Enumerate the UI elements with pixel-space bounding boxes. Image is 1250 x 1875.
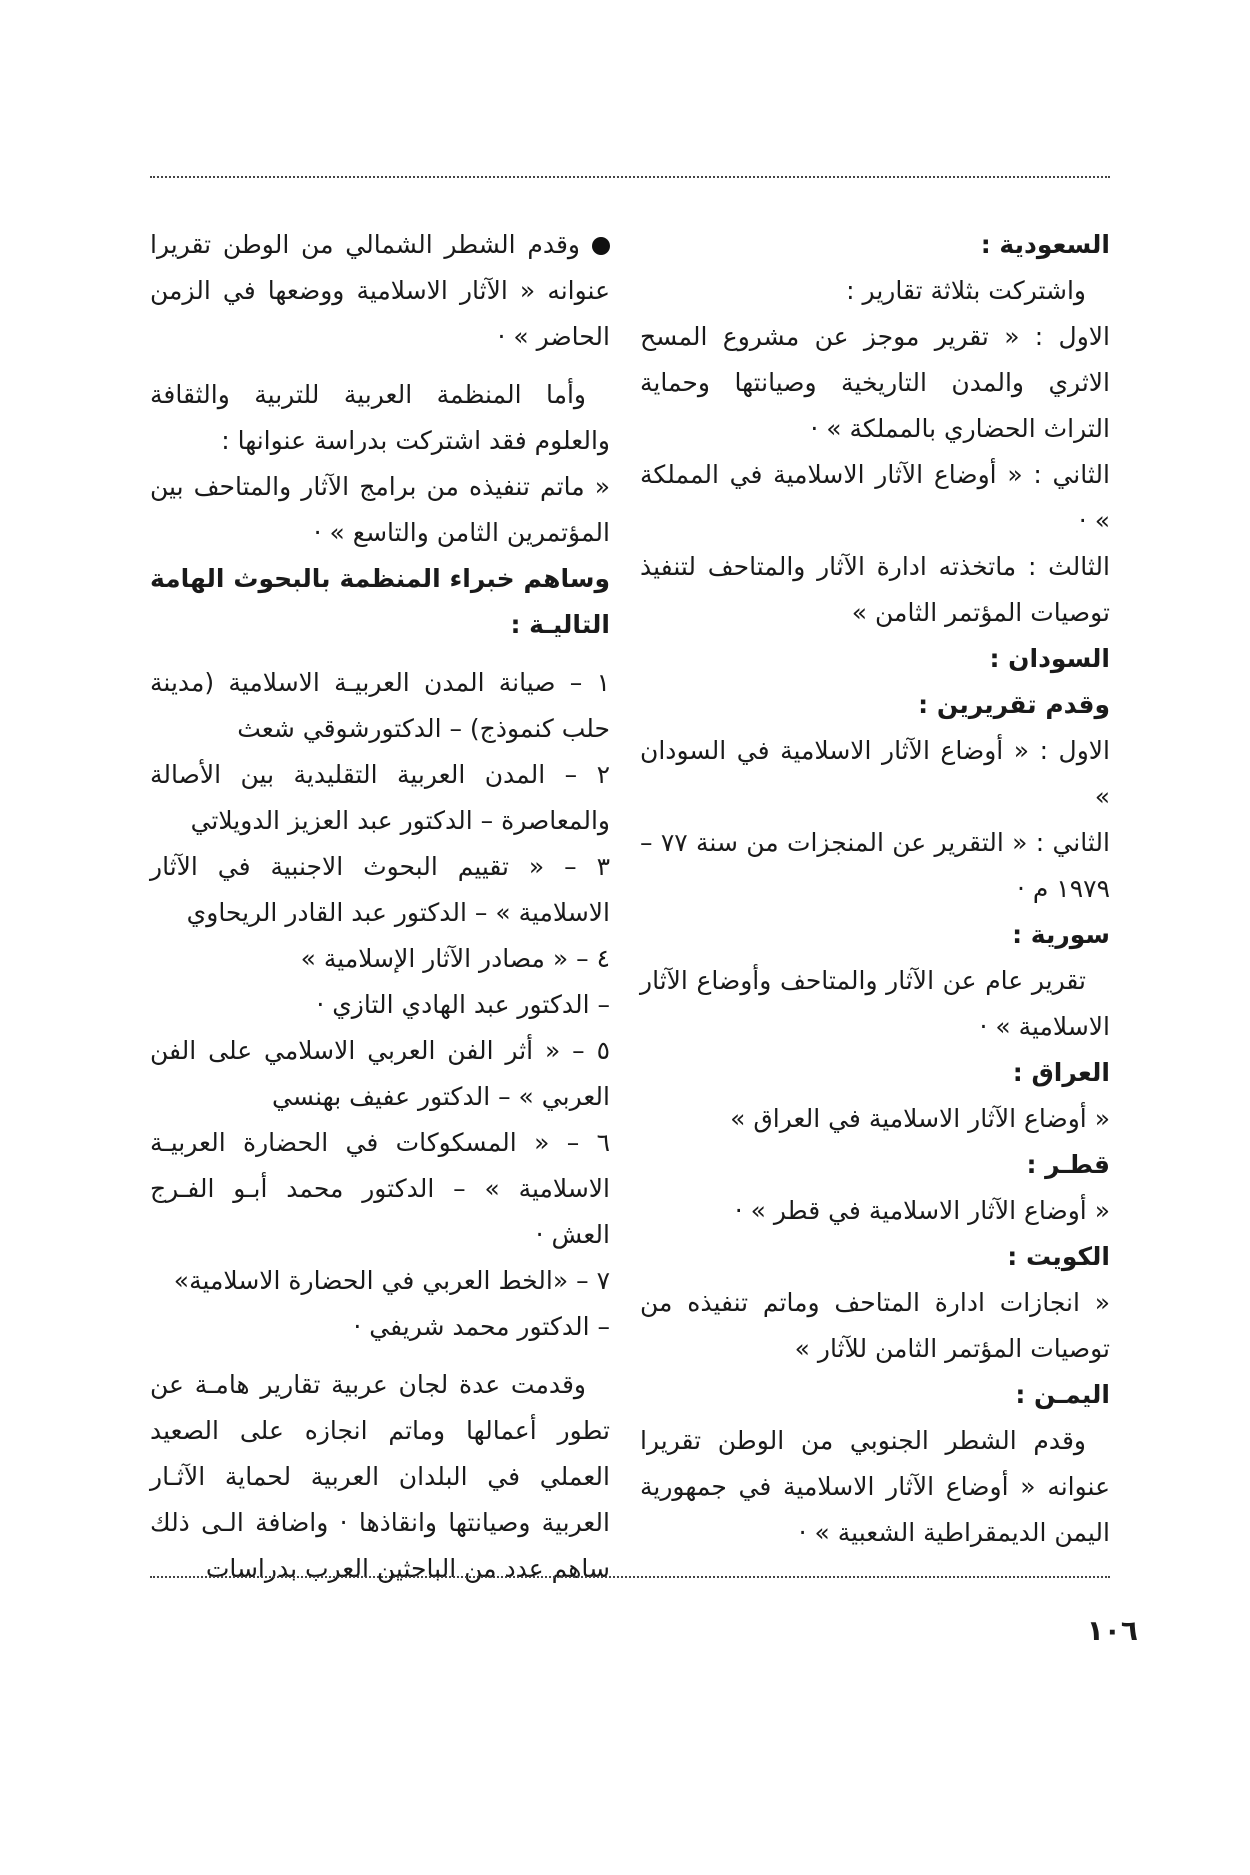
page-number: ١٠٦	[1086, 1614, 1138, 1647]
north-yemen-text: وقدم الشطر الشمالي من الوطن تقريرا عنوانه « الآثار الاسلامية ووضعها في الزمن الحاضر » ·	[150, 230, 610, 351]
left-column	[150, 222, 610, 1592]
alecso-study: « ماتم تنفيذه من برامج الآثار والمتاحف بين المؤتمرين الثامن والتاسع » ·	[150, 472, 610, 547]
sudan-first-report: الاول : « أوضاع الآثار الاسلامية في السودان »	[640, 736, 1110, 811]
kuwait-report: « انجازات ادارة المتاحف وماتم تنفيذه من توصيات المؤتمر الثامن للآثار »	[640, 1288, 1110, 1363]
research-item-6: ٦ – « المسكوكات في الحضارة العربيـة الاسلامية » – الدكتور محمد أبـو الفـرج العش ·	[150, 1128, 610, 1249]
experts-heading: وساهم خبراء المنظمة بالبحوث الهامة التاليـة :	[150, 564, 610, 639]
saudi-intro: واشتركت بثلاثة تقارير :	[846, 276, 1086, 305]
yemen-report: وقدم الشطر الجنوبي من الوطن تقريرا عنوانه « أوضاع الآثار الاسلامية في جمهورية اليمن الديمقراطية الشعبية » ·	[640, 1426, 1110, 1547]
research-item-4: ٤ – « مصادر الآثار الإسلامية »	[300, 944, 610, 973]
saudi-heading: السعودية :	[980, 230, 1110, 259]
bottom-divider	[150, 1576, 1110, 1578]
kuwait-heading: الكويت :	[1007, 1242, 1110, 1271]
right-column	[640, 222, 1110, 1556]
closing-paragraph: وقدمت عدة لجان عربية تقارير هامـة عن تطور أعمالها وماتم انجازه على الصعيد العملي في البلدان العربية لحماية الآثـار العربية وصيانتها وانقاذها · واضافة الـى ذلك ساهم عدد من الباحثين العرب بدراسات	[150, 1370, 610, 1583]
syria-heading: سورية :	[1012, 920, 1110, 949]
north-yemen-report	[150, 222, 610, 360]
iraq-heading: العراق :	[1012, 1058, 1110, 1087]
research-item-1: ١ – صيانة المدن العربيـة الاسلامية (مدينة حلب كنموذج) – الدكتورشوقي شعث	[150, 668, 610, 743]
research-item-5: ٥ – « أثر الفن العربي الاسلامي على الفن العربي » – الدكتور عفيف بهنسي	[150, 1036, 610, 1111]
top-divider	[150, 176, 1110, 178]
sudan-second-report: الثاني : « التقرير عن المنجزات من سنة ٧٧ – ١٩٧٩ م ·	[640, 828, 1110, 903]
alecso-intro: وأما المنظمة العربية للتربية والثقافة والعلوم فقد اشتركت بدراسة عنوانها :	[150, 380, 610, 455]
research-item-3: ٣ – « تقييم البحوث الاجنبية في الآثار الاسلامية » – الدكتور عبد القادر الريحاوي	[150, 852, 610, 927]
syria-report: تقرير عام عن الآثار والمتاحف وأوضاع الآثار الاسلامية » ·	[640, 966, 1110, 1041]
bullet-icon	[592, 237, 610, 255]
iraq-report: « أوضاع الآثار الاسلامية في العراق »	[730, 1104, 1110, 1133]
research-item-4-author: – الدكتور عبد الهادي التازي ·	[316, 990, 610, 1019]
research-item-7: ٧ – «الخط العربي في الحضارة الاسلامية»	[173, 1266, 610, 1295]
research-item-2: ٢ – المدن العربية التقليدية بين الأصالة والمعاصرة – الدكتور عبد العزيز الدويلاتي	[150, 760, 610, 835]
qatar-heading: قطـر :	[1026, 1150, 1110, 1179]
sudan-heading: السودان :	[989, 644, 1110, 673]
saudi-second-report: الثاني : « أوضاع الآثار الاسلامية في المملكة » ·	[640, 460, 1110, 535]
sudan-intro: وقدم تقريرين :	[918, 690, 1110, 719]
saudi-third-report: الثالث : ماتخذته ادارة الآثار والمتاحف لتنفيذ توصيات المؤتمر الثامن »	[640, 552, 1110, 627]
qatar-report: « أوضاع الآثار الاسلامية في قطر » ·	[734, 1196, 1110, 1225]
saudi-first-report: الاول : « تقرير موجز عن مشروع المسح الاثري والمدن التاريخية وصيانتها وحماية التراث الحضاري بالمملكة » ·	[640, 322, 1110, 443]
yemen-heading: اليمـن :	[1015, 1380, 1110, 1409]
research-item-7-author: – الدكتور محمد شريفي ·	[353, 1312, 610, 1341]
